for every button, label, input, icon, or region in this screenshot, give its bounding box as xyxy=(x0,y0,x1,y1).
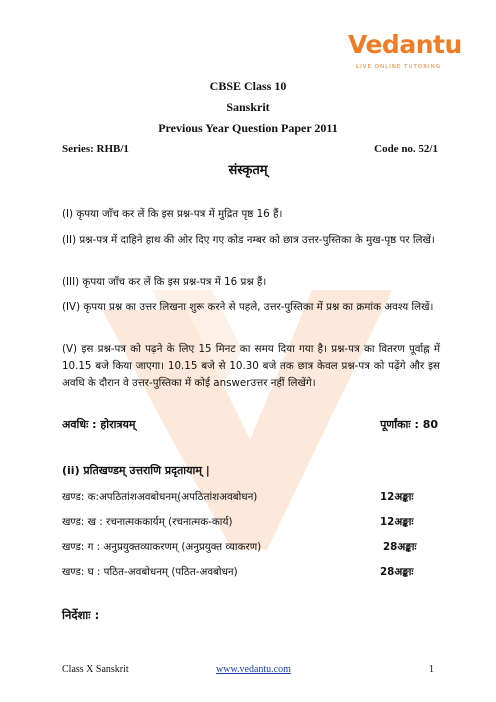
sections-heading: (ii) प्रतिखण्डम् उत्तराणि प्रदृतायाम् | xyxy=(62,464,210,477)
code-label: Code no. 52/1 xyxy=(374,143,438,155)
doc-heading-class: CBSE Class 10 xyxy=(209,79,287,93)
meta-row xyxy=(62,143,438,155)
duration-label: अवधिः : होरात्रयम् xyxy=(62,418,136,431)
section-a: खण्ड: क:अपठितांशअवबोधनम्(अपठितांशअवबोधन) xyxy=(62,491,258,503)
instruction-4: (IV) कृपया प्रश्न का उत्तर लिखना शुरू करने से पहले, उत्तर-पुस्तिका में प्रश्न का क्रमांक अवश्य लिखें। xyxy=(62,301,434,313)
page-number: 1 xyxy=(429,664,434,675)
instruction-1: (I) कृपया जाँच कर लें कि इस प्रश्न-पत्र में मुद्रित पृष्ठ 16 हैं। xyxy=(62,208,283,220)
section-c-marks: 28अङ्काः xyxy=(383,541,417,553)
section-d-marks: 28अङ्काः xyxy=(380,566,414,578)
series-label: Series: RHB/1 xyxy=(62,143,129,155)
footer-link[interactable]: www.vedantu.com xyxy=(216,664,291,675)
section-c: खण्ड: ग : अनुप्रयुक्तव्याकरणम् (अनुप्रयुक्त व्याकरण) xyxy=(62,541,262,553)
subject-title: संस्कृतम् xyxy=(228,163,268,178)
instruction-3: (III) कृपया जाँच कर लें कि इस प्रश्न-पत्र में 16 प्रश्न हैं। xyxy=(62,276,267,288)
total-marks: पूर्णांकाः : 80 xyxy=(380,418,438,431)
section-d: खण्ड: घ : पठित-अवबोधनम् (पठित-अवबोधन) xyxy=(62,566,238,578)
footer-left: Class X Sanskrit xyxy=(62,664,129,675)
instruction-2: (II) प्रश्न-पत्र में दाहिने हाथ की ओर दिए गए कोड नम्बर को छात्र उत्तर-पुस्तिका के मुख-पृष्ठ पर लिखें। xyxy=(62,234,435,246)
directions-heading: निर्देशाः : xyxy=(62,608,100,622)
section-b-marks: 12अङ्काः xyxy=(380,516,414,528)
doc-heading-subject: Sanskrit xyxy=(226,100,270,114)
logo-tagline: LIVE ONLINE TUTORING xyxy=(356,64,442,70)
section-b: खण्ड: ख : रचनात्मककार्यम् (रचनात्मक-कार्य) xyxy=(62,516,233,528)
logo-wordmark: Vedantu xyxy=(348,30,462,59)
doc-heading-paper: Previous Year Question Paper 2011 xyxy=(158,121,338,135)
vedantu-logo xyxy=(348,30,468,80)
instruction-5: (V) इस प्रश्न-पत्र को पढ़ने के लिए 15 मिनट का समय दिया गया है। प्रश्न-पत्र का वितरण पूर्वाह्न में 10.15 बजे किया जाएगा। 10.15 बजे से 10.30 बजे तक छात्र केवल प्रश्न-पत्र को पढ़ेंगे और इस अवधि के दौरान वे उत्तर-पुस्तिका में कोई answerउत्तर नहीं लिखेंगे। xyxy=(62,343,440,389)
section-a-marks: 12अङ्काः xyxy=(380,491,414,503)
